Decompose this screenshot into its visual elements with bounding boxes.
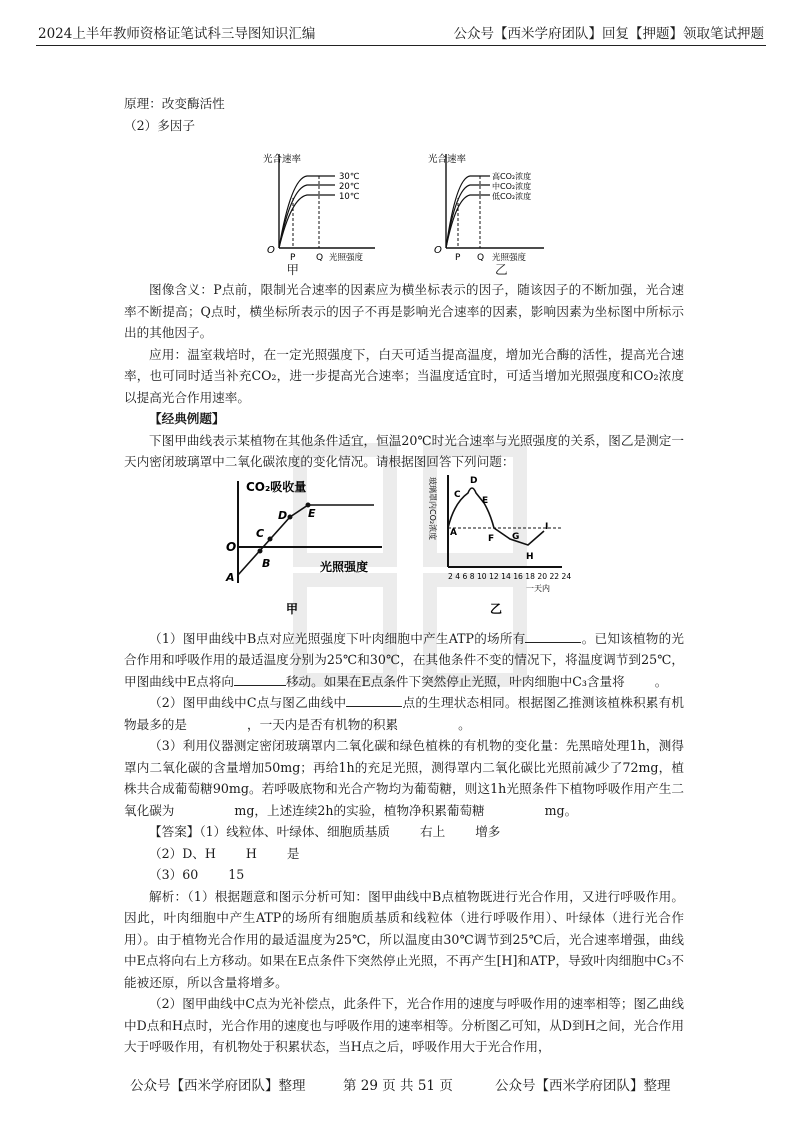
- answer-line-1: 【答案】（1）线粒体、叶绿体、细胞质基质 右上 增多: [149, 824, 501, 839]
- example-intro: 下图甲曲线表示某植物在其他条件适宜，恒温20℃时光合速率与光照强度的关系，图乙是测定一天内密闭玻璃罩中二氧化碳浓度的变化情况。请根据图回答下列问题：: [124, 432, 684, 469]
- figure-co2-concentration: [424, 473, 584, 623]
- fig2-xlabel: 光照强度: [491, 253, 526, 263]
- image-meaning-paragraph: 图像含义：P点前，限制光合速率的因素应为横坐标表示的因子，随该因子的不断加强，光合速率不断提高；Q点时，横坐标所表示的因子不再是影响光合速率的因素，影响因素为坐标图中所标示出的其他因子。: [124, 282, 684, 340]
- fig3-caption: 甲: [286, 601, 299, 616]
- application-paragraph: 应用：温室栽培时，在一定光照强度下，白天可适当提高温度，增加光合酶的活性，提高光合速率，也可同时适当补充CO₂，进一步提高光合速率；当温度适宜时，可适当增加光照强度和CO₂浓度以提高光合作用速率。: [124, 346, 684, 405]
- fig2-curve-high: [446, 176, 490, 248]
- fig3-label-d: D: [278, 508, 288, 522]
- fig4-curve: [448, 488, 544, 545]
- fig3-label-e: E: [308, 506, 316, 520]
- fig2-curve-label-1: 高CO₂浓度: [491, 172, 531, 181]
- fig1-curve-label-3: 10℃: [338, 192, 359, 202]
- analysis-paragraph-1: 解析：（1）根据题意和图示分析可知：图甲曲线中B点植物既进行光合作用，又进行呼吸作用。因此，叶肉细胞中产生ATP的场所有细胞质基质和线粒体（进行呼吸作用）、叶绿体（进行光合作用）。由于植物光合作用的最适温度为25℃，所以温度由30℃调节到25℃后，光合速率增强，曲线中E点将向右上方移动。如果在E点条件下突然停止光照，不再产生[H]和ATP，导致叶肉细胞中C₃不能被还原，所以含量将增多。: [124, 888, 684, 990]
- fig3-point-b: [258, 548, 263, 553]
- figure-co2-absorption: [224, 473, 384, 623]
- figure-multifactor-pair: [124, 138, 684, 265]
- fig4-label-d: D: [470, 475, 478, 486]
- fig4-label-i: I: [545, 521, 549, 532]
- fig3-label-a: A: [226, 570, 235, 584]
- fig2-q-label: Q: [476, 253, 484, 263]
- multi-factor-heading: （2）多因子: [124, 117, 195, 133]
- fig3-point-c: [268, 536, 273, 541]
- fig1-curve-label-2: 20℃: [338, 182, 359, 192]
- example-heading: 【经典例题】: [149, 411, 225, 426]
- footer-right: 公众号【西米学府团队】整理: [495, 1078, 671, 1094]
- fig4-xlabel: 一天内: [526, 583, 550, 593]
- answer-line-3: （3）60 15: [149, 867, 245, 882]
- principle-line: 原理：改变酶活性: [124, 96, 225, 111]
- footer-page-number: 第 29 页 共 51 页: [343, 1078, 453, 1094]
- fig4-caption: 乙: [490, 601, 503, 616]
- fig3-point-d: [288, 514, 293, 519]
- footer-left: 公众号【西米学府团队】整理: [130, 1078, 306, 1094]
- fig4-label-a: A: [450, 527, 457, 538]
- fig2-curve-low: [446, 195, 490, 248]
- fig3-ylabel: CO₂吸收量: [246, 479, 307, 494]
- fig2-curve-label-2: 中CO₂浓度: [491, 182, 531, 191]
- header-promo: 公众号【西米学府团队】回复【押题】领取笔试押题: [453, 26, 764, 42]
- fig2-curve-label-3: 低CO₂浓度: [491, 192, 531, 201]
- page-content: 原理：改变酶活性 （2）多因子 光合速率 O P Q 光照强度 30℃ 20℃ 10℃ 光合速率 O P Q 光照强度 高CO₂浓度 中CO₂浓度 低CO₂浓度 甲 乙 图像含义：P点前，限制光合速率的因素应为横坐标表示的因子，随该因子的不断加强，光合速率不断提高；Q点时，横坐标所表示的因子不再是影响光合速率的因素，影响因素为坐标图中所标示出的其他因子。 应用：温室栽培时，在一定光照强度下，白天可适当提高温度，增加光合酶的活性，提高光合速率，也可同时适当补充CO₂，进一步提高光合速率；当温度适宜时，可适当增加光照强度和CO₂浓度以提高光合作用速率。 【经典例题】 下图甲曲线表示某植物在其他条件适宜，恒温20℃时光合速率与光照强度的关系，图乙是测定一天内密闭玻璃罩中二氧化碳浓度的变化情况。请根据图回答下列问题： CO₂吸收量 光照强度 O A B C D E 甲 玻璃罩内CO₂浓度 A C D E F G H I 2 4 6 8 10 12 14 16 18 20 22 24 一天内 乙 （1）图甲曲线中B点对应光照强度下叶肉细胞中产生ATP的场所有 。已知该植物的光合作用和呼吸作用的最适温度分别为25℃和30℃，在其他条件不变的情况下，将温度调节到25℃，甲图曲线中E点将向 移动。如果在E点条件下突然停止光照，叶肉细胞中C₃含量将 。 （2）图甲曲线中C点与图乙曲线中 点的生理状态相同。根据图乙推测该植株积累有机物最多的是 ，一天内是否有机物的积累 。 （3）利用仪器测定密闭玻璃罩内二氧化碳和绿色植株的有机物的变化量：先黑暗处理1h，测得罩内二氧化碳的含量增加50mg；再给1h的充足光照，测得罩内二氧化碳比光照前减少了72mg，植株共合成葡萄糖90mg。若呼吸底物和光合产物均为葡萄糖，则这1h光照条件下植物呼吸作用产生二氧化碳为 mg，上述连续2h的实验，植物净积累葡萄糖 mg。 【答案】（1）线粒体、叶绿体、细胞质基质 右上 增多 （2）D、H H 是 （3）60 15 解析：（1）根据题意和图示分析可知：图甲曲线中B点植物既进行光合作用，又进行呼吸作用。因此，叶肉细胞中产生ATP的场所有细胞质基质和线粒体（进行呼吸作用）、叶绿体（进行光合作用）。由于植物光合作用的最适温度为25℃，所以温度由30℃调节到25℃后，光合速率增强，曲线中E点将向右上方移动。如果在E点条件下突然停止光照，不再产生[H]和ATP，导致叶肉细胞中C₃不能被还原，所以含量将增多。 （2）图甲曲线中C点为光补偿点，此条件下，光合作用的速度与呼吸作用的速率相等；图乙曲线中D点和H点时，光合作用的速度也与呼吸作用的速率相等。分析图乙可知，从D到H之间，光合作用大于呼吸作用，有机物处于积累状态，当H点之后，呼吸作用大于光合作用，: [124, 93, 684, 1058]
- fig1-curve-label-1: 30℃: [338, 172, 359, 182]
- fig4-label-g: G: [512, 531, 520, 542]
- answer-blank-3[interactable]: [346, 692, 402, 707]
- fig4-label-e: E: [482, 495, 489, 506]
- figure-example-pair: [224, 473, 684, 628]
- fig4-label-h: H: [526, 551, 534, 562]
- answer-blank-2[interactable]: [234, 671, 286, 686]
- fig3-label-b: B: [262, 556, 271, 570]
- fig4-ticks: 2 4 6 8 10 12 14 16 18 20 22 24: [448, 571, 572, 581]
- fig4-label-f: F: [488, 533, 495, 544]
- header-title: 2024上半年教师资格证笔试科三导图知识汇编: [38, 26, 316, 42]
- answer-line-2: （2）D、H H 是: [149, 845, 300, 861]
- analysis-paragraph-2: （2）图甲曲线中C点为光补偿点，此条件下，光合作用的速度与呼吸作用的速率相等；图乙曲线中D点和H点时，光合作用的速度也与呼吸作用的速率相等。分析图乙可知，从D到H之间，光合作用大于呼吸作用，有机物处于积累状态，当H点之后，呼吸作用大于光合作用，: [124, 996, 684, 1054]
- fig1-ylabel: 光合速率: [262, 154, 301, 165]
- fig3-label-c: C: [256, 526, 265, 540]
- fig4-ylabel: 玻璃罩内CO₂浓度: [428, 476, 437, 540]
- fig2-ylabel: 光合速率: [427, 154, 466, 165]
- fig1-xlabel: 光照强度: [328, 253, 363, 263]
- fig1-origin: O: [266, 245, 275, 256]
- fig1-curve-low: [279, 195, 335, 248]
- fig1-p-label: P: [289, 253, 295, 263]
- figure-co2-curves: [424, 138, 552, 263]
- answer-blank-1[interactable]: [525, 628, 581, 643]
- figure-temperature-curves: [257, 138, 382, 263]
- fig1-curve-high: [279, 176, 335, 248]
- fig2-origin: O: [433, 245, 442, 256]
- fig4-label-c: C: [454, 489, 461, 500]
- fig1-q-label: Q: [315, 253, 323, 263]
- fig3-origin: O: [226, 539, 237, 554]
- fig3-xlabel: 光照强度: [320, 559, 369, 574]
- question-1: （1）图甲曲线中B点对应光照强度下叶肉细胞中产生ATP的场所有 。已知该植物的光合作用和呼吸作用的最适温度分别为25℃和30℃，在其他条件不变的情况下，将温度调节到25℃，甲图曲线中E点将向 移动。如果在E点条件下突然停止光照，叶肉细胞中C₃含量将 。: [124, 628, 684, 693]
- question-3: （3）利用仪器测定密闭玻璃罩内二氧化碳和绿色植株的有机物的变化量：先黑暗处理1h，测得罩内二氧化碳的含量增加50mg；再给1h的充足光照，测得罩内二氧化碳比光照前减少了72mg，植株共合成葡萄糖90mg。若呼吸底物和光合产物均为葡萄糖，则这1h光照条件下植物呼吸作用产生二氧化碳为 mg，上述连续2h的实验，植物净积累葡萄糖 mg。: [124, 738, 684, 818]
- question-2: （2）图甲曲线中C点与图乙曲线中 点的生理状态相同。根据图乙推测该植株积累有机物最多的是 ，一天内是否有机物的积累 。: [124, 692, 684, 735]
- header-divider: [36, 45, 766, 46]
- fig2-p-label: P: [454, 253, 460, 263]
